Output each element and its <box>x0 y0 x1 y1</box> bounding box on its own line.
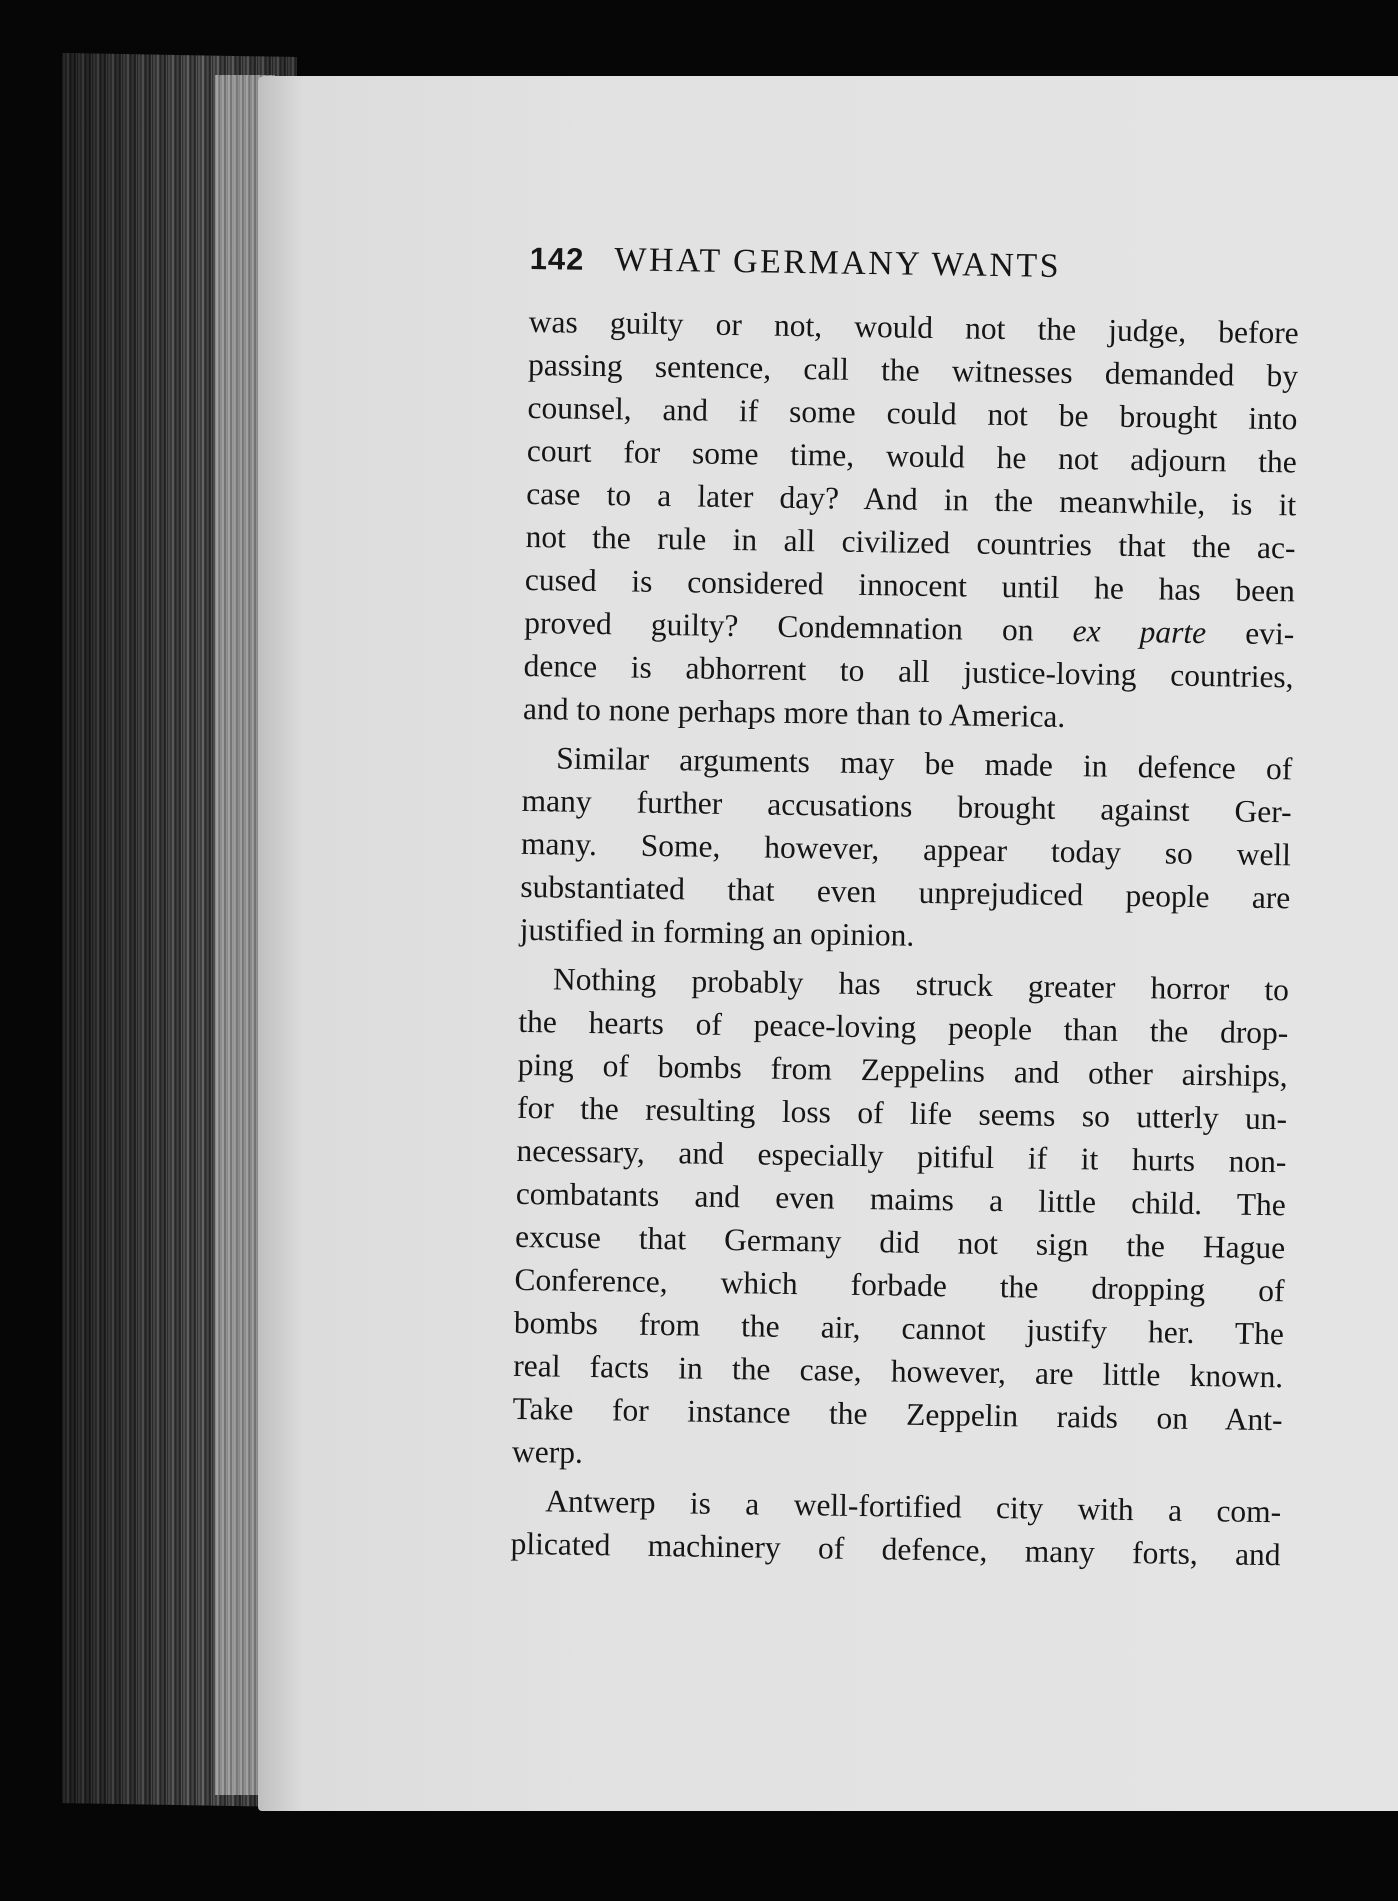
text-line: excuse that Germany did not sign the Hague <box>514 1218 1286 1266</box>
paragraph-4 <box>510 1479 1281 1576</box>
paragraph-2 <box>519 736 1292 962</box>
text-line: not the rule in all civilized countries that the ac- <box>525 518 1296 566</box>
text-line: the hearts of peace-loving people than the drop- <box>518 1003 1289 1051</box>
running-title: WHAT GERMANY WANTS <box>614 241 1062 285</box>
text-line: court for some time, would he not adjourn the <box>526 432 1298 480</box>
text-line: dence is abhorrent to all justice-loving countries, <box>523 647 1294 695</box>
page-number: 142 <box>529 240 585 277</box>
text-line: substantiated that even unprejudiced people are <box>520 868 1291 916</box>
text-line: was guilty or not, would not the judge, before <box>528 303 1299 351</box>
text-line: and to none perhaps more than to America. <box>522 690 1066 734</box>
text-segment: proved guilty? Condemnation on <box>524 604 1034 648</box>
text-line: Antwerp is a well-fortified city with a com- <box>545 1483 1282 1530</box>
text-line: real facts in the case, however, are little known. <box>513 1347 1284 1395</box>
text-line: case to a later day? And in the meanwhile, is it <box>525 475 1297 523</box>
text-line: passing sentence, call the witnesses demanded by <box>527 346 1299 394</box>
text-line: Conference, which forbade the dropping of <box>514 1261 1285 1309</box>
text-line: many. Some, however, appear today so well <box>520 825 1292 873</box>
text-line: justified in forming an opinion. <box>519 911 915 953</box>
text-line: ping of bombs from Zeppelins and other airships, <box>517 1046 1288 1094</box>
text-line: Take for instance the Zeppelin raids on Ant- <box>512 1390 1283 1438</box>
text-line: necessary, and especially pitiful if it hurts non- <box>516 1132 1287 1180</box>
text-line: cused is considered innocent until he has been <box>524 561 1296 609</box>
text-line: for the resulting loss of life seems so utterly un- <box>516 1089 1288 1137</box>
text-line: combatants and even maims a little child. The <box>515 1175 1287 1223</box>
paragraph-3 <box>512 957 1290 1484</box>
italic-phrase: ex parte <box>1072 613 1207 651</box>
paragraph-1 <box>523 300 1299 741</box>
text-line: Similar arguments may be made in defence of <box>556 740 1293 787</box>
text-segment: evi- <box>1245 615 1295 652</box>
text-line: plicated machinery of defence, many forts, and <box>510 1525 1281 1573</box>
text-line: Nothing probably has struck greater horror to <box>552 961 1290 1008</box>
text-block <box>510 240 1300 1576</box>
text-line: bombs from the air, cannot justify her. The <box>513 1304 1285 1352</box>
text-line: counsel, and if some could not be brought into <box>527 389 1298 437</box>
text-line: many further accusations brought against Ger- <box>521 782 1292 830</box>
text-line: werp. <box>511 1433 584 1470</box>
